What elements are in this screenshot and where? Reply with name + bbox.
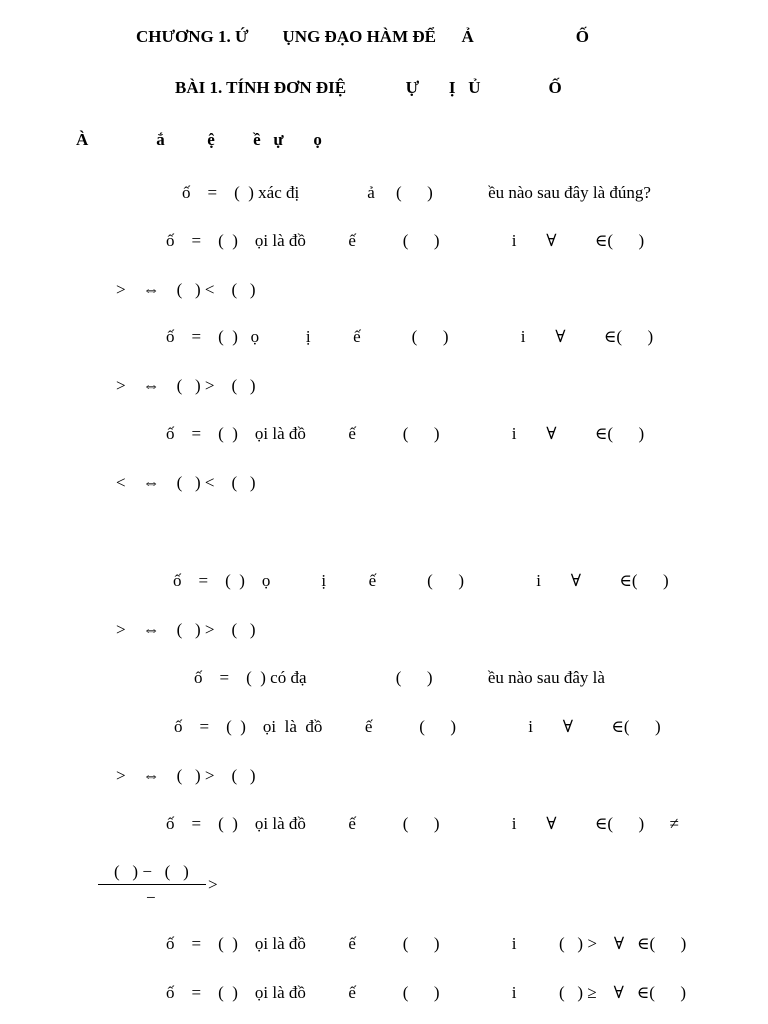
q2-option-a-line-1: ố = ( ) ọi là đồ ế ( ) i ∀ ∈( ) xyxy=(174,717,661,736)
chapter-title: CHƯƠNG 1. Ứ ỤNG ĐẠO HÀM ĐỂ Ả Ố xyxy=(136,27,589,46)
q2-option-d-line-1: ố = ( ) ọi là đồ ế ( ) i ( ) ≥ ∀ ∈( ) xyxy=(166,983,687,1002)
fraction-numerator: ( ) − ( ) xyxy=(114,862,189,881)
question-2-stem: ố = ( ) có đạ ( ) ều nào sau đây là xyxy=(194,668,605,687)
question-1-stem: ố = ( ) xác đị ả ( ) ều nào sau đây là đúng? xyxy=(182,183,651,202)
q2-option-c-line-1: ố = ( ) ọi là đồ ế ( ) i ( ) > ∀ ∈( ) xyxy=(166,934,687,953)
option-a-line-1: ố = ( ) ọi là đồ ế ( ) i ∀ ∈( ) xyxy=(166,231,645,250)
option-d-line-2: > ⇔ ( ) > ( ) xyxy=(116,620,256,639)
option-b-line-2: > ⇔ ( ) > ( ) xyxy=(116,376,256,395)
option-c-line-2: < ⇔ ( ) < ( ) xyxy=(116,473,256,492)
q2-option-a-line-2: > ⇔ ( ) > ( ) xyxy=(116,766,256,785)
fraction-denominator: − xyxy=(146,888,156,907)
fraction-bar xyxy=(98,884,206,885)
lesson-title: BÀI 1. TÍNH ĐƠN ĐIỆ Ự Ị Ủ Ố xyxy=(175,78,562,97)
section-heading: À ắ ệ ề ự ọ xyxy=(76,130,322,149)
q2-option-b-line-1: ố = ( ) ọi là đồ ế ( ) i ∀ ∈( ) ≠ xyxy=(166,814,679,833)
fraction-comparison: > xyxy=(208,875,218,894)
option-d-line-1: ố = ( ) ọ ị ế ( ) i ∀ ∈( ) xyxy=(173,571,669,590)
option-a-line-2: > ⇔ ( ) < ( ) xyxy=(116,280,256,299)
option-b-line-1: ố = ( ) ọ ị ế ( ) i ∀ ∈( ) xyxy=(166,327,654,346)
option-c-line-1: ố = ( ) ọi là đồ ế ( ) i ∀ ∈( ) xyxy=(166,424,645,443)
